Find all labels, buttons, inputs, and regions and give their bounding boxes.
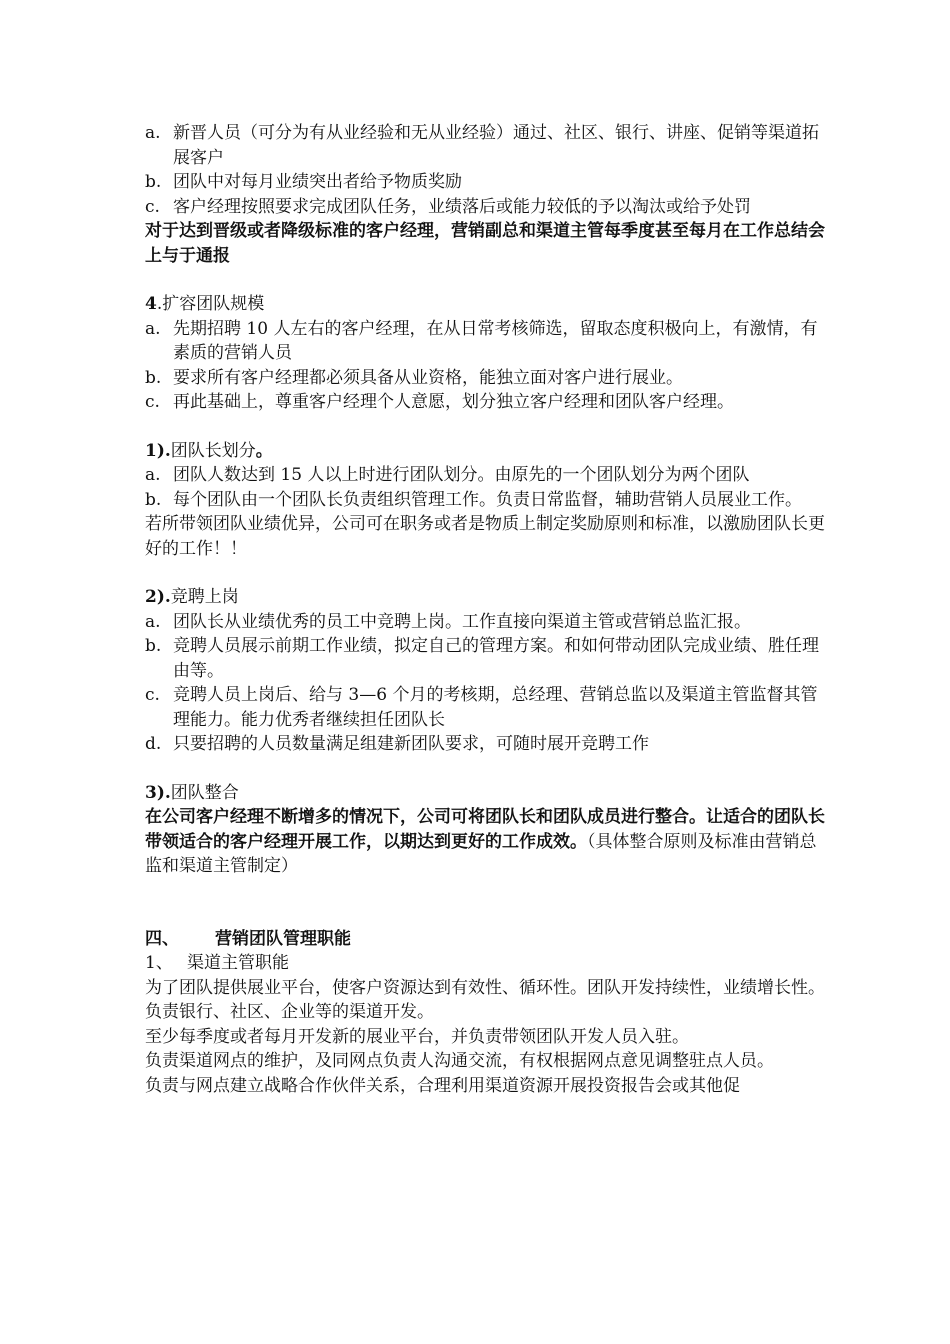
section-title: .扩容团队规模 [156, 294, 265, 314]
list-marker: c. [145, 685, 160, 705]
subsection-1 [145, 439, 825, 562]
paragraph: 为了团队提供展业平台，使客户资源达到有效性、循环性。团队开发持续性，业绩增长性。 [145, 977, 825, 998]
list-text: 再此基础上，尊重客户经理个人意愿，划分独立客户经理和团队客户经理。 [173, 392, 734, 412]
list-text: 团队中对每月业绩突出者给予物质奖励 [173, 172, 462, 192]
subsection-heading [145, 951, 825, 976]
list-marker: d. [145, 734, 162, 754]
list-text: 新晋人员（可分为有从业经验和无从业经验）通过、社区、银行、讲座、促销等渠道拓展客户 [173, 123, 819, 168]
subsection-title: 团队整合 [170, 782, 239, 803]
list-marker: a. [145, 465, 161, 485]
list-item [145, 683, 825, 732]
list-text: 每个团队由一个团队长负责组织管理工作。负责日常监督，辅助营销人员展业工作。 [173, 489, 802, 510]
list-item [145, 121, 825, 170]
list-marker: c. [145, 392, 160, 412]
subsection-title: 团队长划分 [170, 440, 256, 461]
list-item [145, 463, 825, 488]
section-title: 营销团队管理职能 [215, 928, 351, 949]
bold-note: 对于达到晋级或者降级标准的客户经理，营销副总和渠道主管每季度甚至每月在工作总结会上与于通报 [145, 221, 825, 266]
list-item [145, 366, 825, 391]
list-text: 团队人数达到 15 人以上时进行团队划分。由原先的一个团队划分为两个团队 [173, 465, 750, 485]
list-item [145, 195, 825, 220]
paragraph: 负责渠道网点的维护，及同网点负责人沟通交流，有权根据网点意见调整驻点人员。 [145, 1051, 774, 1071]
list-marker: a. [145, 123, 161, 143]
list-item [145, 488, 825, 513]
normal-text: （具体整合原则及标准由营销总监和渠道主管制定） [145, 831, 817, 876]
list-marker: b. [145, 636, 162, 656]
section-number: 四、 [145, 928, 179, 949]
subsection-heading [145, 781, 825, 806]
paragraph: 至少每季度或者每月开发新的展业平台，并负责带领团队开发人员入驻。 [145, 1026, 689, 1047]
list-item [145, 610, 825, 635]
list-item [145, 170, 825, 195]
list-text: 先期招聘 10 人左右的客户经理，在从日常考核筛选，留取态度积极向上，有激情，有素质的营销人员 [173, 318, 818, 363]
list-marker: b. [145, 367, 162, 388]
list-text: 只要招聘的人员数量满足组建新团队要求，可随时展开竞聘工作 [173, 734, 649, 754]
section-4 [145, 292, 825, 415]
subsection-title: 竞聘上岗 [170, 587, 239, 607]
list-item [145, 732, 825, 757]
list-text: 要求所有客户经理都必须具备从业资格，能独立面对客户进行展业。 [173, 367, 683, 388]
subsection-number: 1). [145, 440, 171, 461]
subsection-2 [145, 585, 825, 757]
section-management [145, 927, 825, 1099]
paragraph: 负责银行、社区、企业等的渠道开发。 [145, 1002, 434, 1022]
heading-punct: 。 [255, 440, 273, 461]
paragraph [145, 805, 825, 879]
subsection-title: 渠道主管职能 [187, 953, 289, 973]
list-item [145, 634, 825, 683]
list-marker: b. [145, 172, 162, 192]
list-marker: a. [145, 611, 161, 632]
list-item [145, 390, 825, 415]
document-page [145, 121, 825, 1098]
list-block-1 [145, 121, 825, 268]
list-marker: c. [145, 196, 160, 217]
subsection-heading [145, 585, 825, 610]
paragraph: 若所带领团队业绩优异，公司可在职务或者是物质上制定奖励原则和标准，以激励团队长更好的工作！！ [145, 514, 825, 559]
paragraph: 负责与网点建立战略合作伙伴关系，合理利用渠道资源开展投资报告会或其他促 [145, 1075, 740, 1096]
list-marker: a. [145, 318, 161, 339]
subsection-3 [145, 781, 825, 879]
list-text: 竞聘人员上岗后、给与 3—6 个月的考核期，总经理、营销总监以及渠道主管监督其管理能力。能力优秀者继续担任团队长 [173, 685, 818, 730]
list-text: 团队长从业绩优秀的员工中竞聘上岗。工作直接向渠道主管或营销总监汇报。 [173, 611, 751, 632]
section-heading [145, 292, 825, 317]
list-text: 竞聘人员展示前期工作业绩，拟定自己的管理方案。和如何带动团队完成业绩、胜任理由等。 [173, 636, 819, 681]
section-number: 4 [145, 294, 157, 314]
subsection-number: 3). [145, 782, 171, 803]
subsection-number: 1、 [145, 953, 173, 973]
list-item [145, 317, 825, 366]
subsection-number: 2). [145, 587, 171, 607]
bold-text: 在公司客户经理不断增多的情况下，公司可将团队长和团队成员进行整合。让适合的团队长带领适合的客户经理开展工作，以期达到更好的工作成效。 [145, 807, 825, 852]
subsection-heading [145, 439, 825, 464]
section-heading [145, 927, 825, 952]
list-text: 客户经理按照要求完成团队任务，业绩落后或能力较低的予以淘汰或给予处罚 [173, 196, 751, 217]
list-marker: b. [145, 489, 162, 510]
